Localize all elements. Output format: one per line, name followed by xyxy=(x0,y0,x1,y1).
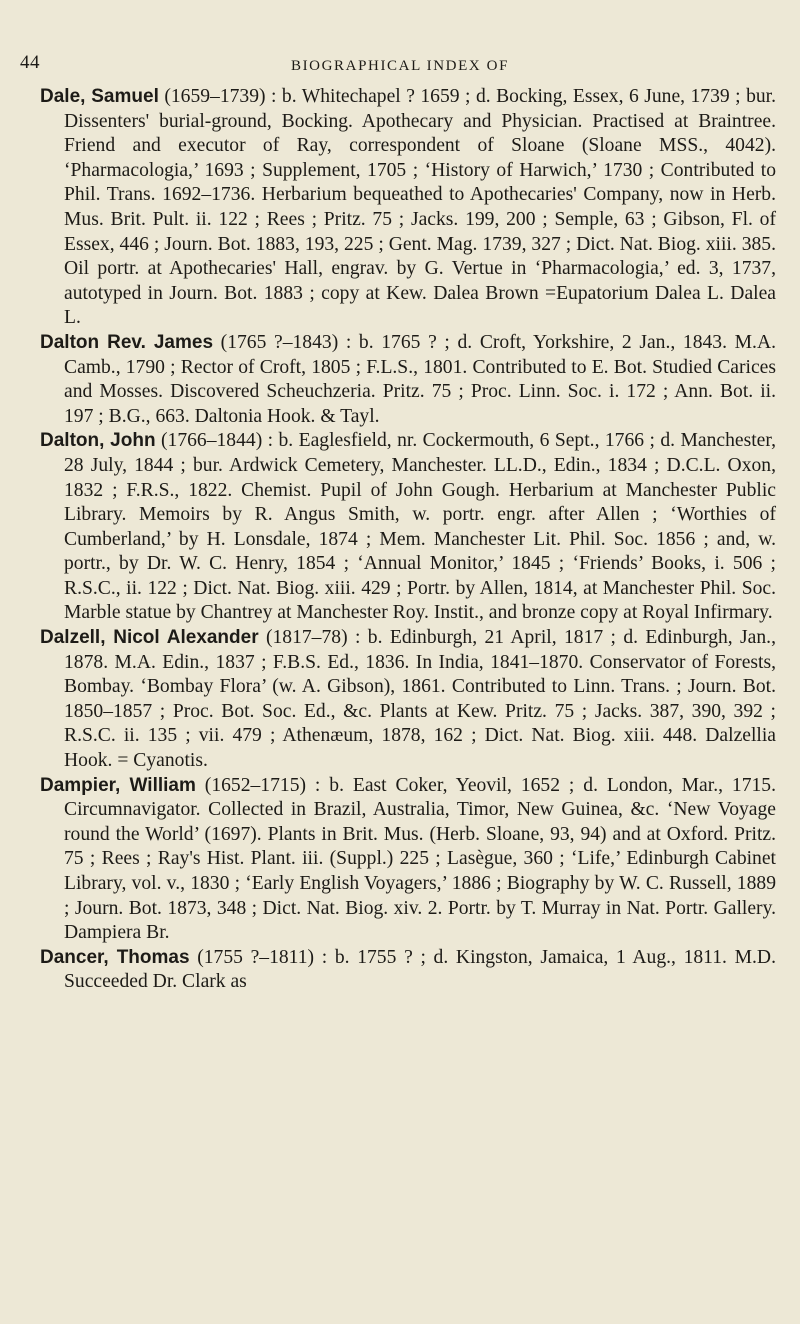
index-entry-dalzell xyxy=(40,626,776,774)
entry-name: Dancer, Thomas xyxy=(40,946,190,968)
entry-name: Dalton, John xyxy=(40,430,156,452)
index-entry-dalton-james xyxy=(40,331,776,429)
index-entry-dancer xyxy=(40,946,776,995)
entry-name: Dale, Samuel xyxy=(40,86,159,107)
entry-text: (1755 ?–1811) : b. 1755 ? ; d. Kingston, Jamaica, 1 Aug., 1811. M.D. Succeeded Dr. Clark as xyxy=(64,946,776,993)
entry-name: Dalzell, Nicol Alexander xyxy=(40,627,259,649)
index-entries xyxy=(40,85,776,995)
entry-name: Dampier, William xyxy=(40,774,196,796)
entry-text: (1766–1844) : b. Eaglesfield, nr. Cockermouth, 6 Sept., 1766 ; d. Manchester, 28 July, 1844 ; bur. Ardwick Cemetery, Manchester. LL.D., Edin., 1834 ; D.C.L. Oxon, 1832 ; F.R.S., 1822. Chemist. Pupil of John Gough. Herbarium at Manchester Public Library. Memoirs by R. Angus Smith, w. portr. engr. after Allen ; ‘Worthies of Cumberland,’ by H. Lonsdale, 1874 ; Mem. Manchester Lit. Phil. Soc. 1856 ; and, w. portr., by Dr. W. C. Henry, 1854 ; ‘Annual Monitor,’ 1845 ; ‘Friends’ Books, i. 506 ; R.S.C., ii. 122 ; Dict. Nat. Biog. xiii. 429 ; Portr. by Allen, 1814, at Manchester Phil. Soc. Marble statue by Chantrey at Manchester Roy. Instit., and bronze copy at Royal Infirmary. xyxy=(64,430,776,624)
entry-text: (1652–1715) : b. East Coker, Yeovil, 1652 ; d. London, Mar., 1715. Circumnavigator. Collected in Brazil, Australia, Timor, New Guinea, &c. ‘New Voyage round the World’ (1697). Plants in Brit. Mus. (Herb. Sloane, 93, 94) and at Oxford. Pritz. 75 ; Rees ; Ray's Hist. Plant. iii. (Suppl.) 225 ; Lasègue, 360 ; ‘Life,’ Edinburgh Cabinet Library, vol. v., 1830 ; ‘Early English Voyagers,’ 1886 ; Biography by W. C. Russell, 1889 ; Journ. Bot. 1873, 348 ; Dict. Nat. Biog. xiv. 2. Portr. by T. Murray in Nat. Portr. Gallery. Dampiera Br. xyxy=(64,774,776,944)
index-entry-dale xyxy=(40,85,776,331)
index-entry-dampier xyxy=(40,774,776,946)
handwritten-check-mark xyxy=(0,622,3,646)
page-number: 44 xyxy=(20,52,40,73)
entry-text: (1659–1739) : b. Whitechapel ? 1659 ; d. Bocking, Essex, 6 June, 1739 ; bur. Dissenters' burial-ground, Bocking. Apothecary and Physician. Practised at Braintree. Friend and executor of Ray, correspondent of Sloane (Sloane MSS., 4042). ‘Pharmacologia,’ 1693 ; Supplement, 1705 ; ‘History of Harwich,’ 1730 ; Contributed to Phil. Trans. 1692–1736. Herbarium bequeathed to Apothecaries' Company, now in Herb. Mus. Brit. Pult. ii. 122 ; Rees ; Pritz. 75 ; Jacks. 199, 200 ; Semple, 63 ; Gibson, Fl. of Essex, 446 ; Journ. Bot. 1883, 193, 225 ; Gent. Mag. 1739, 327 ; Dict. Nat. Biog. xiii. 385. Oil portr. at Apothecaries' Hall, engrav. by G. Vertue in ‘Pharmacologia,’ ed. 3, 1737, autotyped in Journ. Bot. 1883 ; copy at Kew. Dalea Brown =Eupatorium Dalea L. Dalea L. xyxy=(64,86,777,329)
running-head: BIOGRAPHICAL INDEX OF xyxy=(290,58,510,74)
index-entry-dalton-john xyxy=(40,429,776,626)
entry-text: (1765 ?–1843) : b. 1765 ? ; d. Croft, Yorkshire, 2 Jan., 1843. M.A. Camb., 1790 ; Rector of Croft, 1805 ; F.L.S., 1801. Contributed to E. Bot. Studied Carices and Mosses. Discovered Scheuchzeria. Pritz. 75 ; Proc. Linn. Soc. i. 172 ; Ann. Bot. ii. 197 ; B.G., 663. Daltonia Hook. & Tayl. xyxy=(64,331,776,427)
entry-name: Dalton Rev. James xyxy=(40,331,214,353)
entry-text: (1817–78) : b. Edinburgh, 21 April, 1817 ; d. Edinburgh, Jan., 1878. M.A. Edin., 1837 ; F.B.S. Ed., 1836. In India, 1841–1870. Conservator of Forests, Bombay. ‘Bombay Flora’ (w. A. Gibson), 1861. Contributed to Linn. Trans. ; Journ. Bot. 1850–1857 ; Proc. Bot. Soc. Ed., &c. Plants at Kew. Pritz. 75 ; Jacks. 387, 390, 392 ; R.S.C. ii. 135 ; vii. 479 ; Athenæum, 1878, 162 ; Dict. Nat. Biog. xiii. 448. Dalzellia Hook. = Cyanotis. xyxy=(64,627,776,772)
